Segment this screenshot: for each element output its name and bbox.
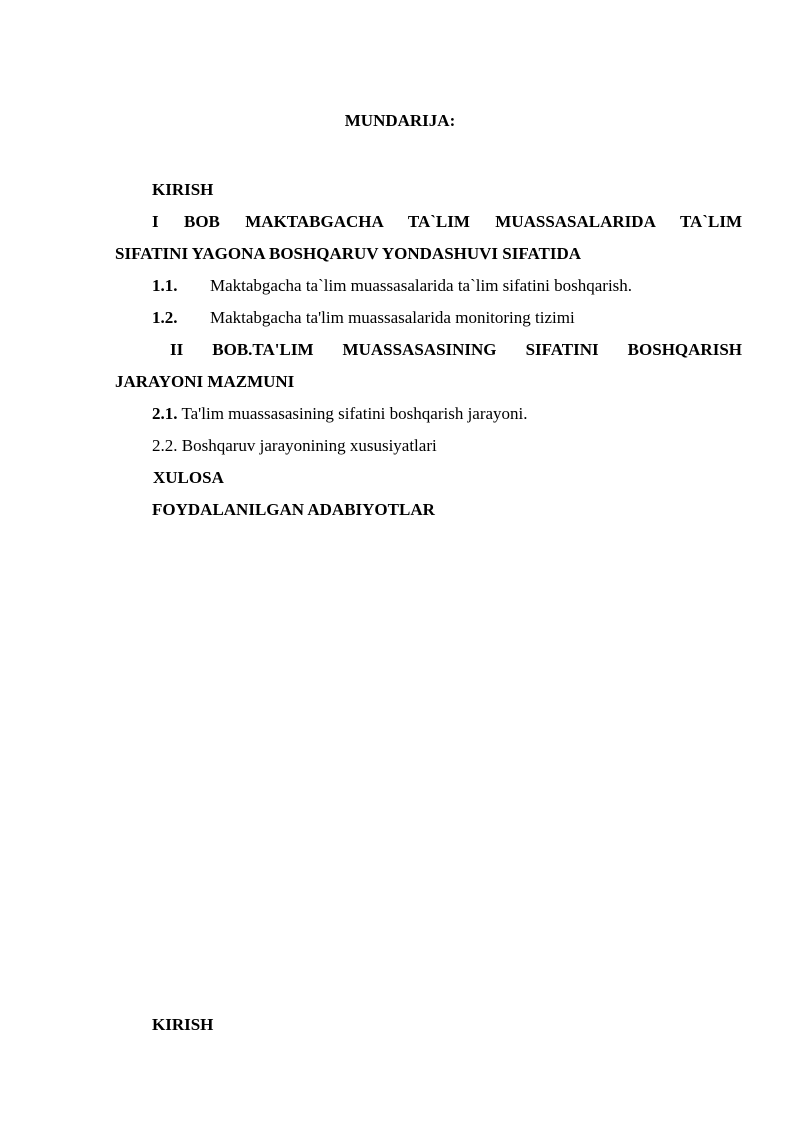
toc-chapter-1-line-2: SIFATINI YAGONA BOSHQARUV YONDASHUVI SIFATIDA	[115, 244, 582, 263]
section-heading-kirish: KIRISH	[152, 1015, 214, 1034]
toc-item-kirish: KIRISH	[152, 180, 214, 199]
toc-section-1-2	[115, 302, 742, 334]
toc-chapter-1-line-1: I BOB MAKTABGACHA TA`LIM MUASSASALARIDA TA`LIM	[152, 212, 742, 231]
section-number: 2.1.	[152, 404, 178, 423]
section-number: 1.1.	[152, 276, 178, 295]
section-title: Maktabgacha ta`lim muassasalarida ta`lim sifatini boshqarish.	[210, 276, 633, 295]
toc-section-2-1	[115, 398, 742, 430]
toc-section-2-2: 2.2. Boshqaruv jarayonining xususiyatlari	[152, 436, 437, 455]
toc-chapter-2-line-1: II BOB.TA'LIM MUASSASASINING SIFATINI BOSHQARISH	[170, 340, 742, 359]
section-title: Maktabgacha ta'lim muassasalarida monitoring tizimi	[210, 308, 575, 327]
toc-item-references: FOYDALANILGAN ADABIYOTLAR	[152, 500, 435, 519]
toc-item-xulosa: XULOSA	[153, 468, 224, 487]
section-title: Ta'lim muassasasining sifatini boshqarish jarayoni.	[177, 404, 528, 423]
table-of-contents	[115, 174, 742, 526]
toc-chapter-2-line-2: JARAYONI MAZMUNI	[115, 372, 295, 391]
toc-section-1-1	[115, 270, 742, 302]
page-title: MUNDARIJA:	[344, 111, 456, 130]
section-number: 1.2.	[152, 308, 178, 327]
